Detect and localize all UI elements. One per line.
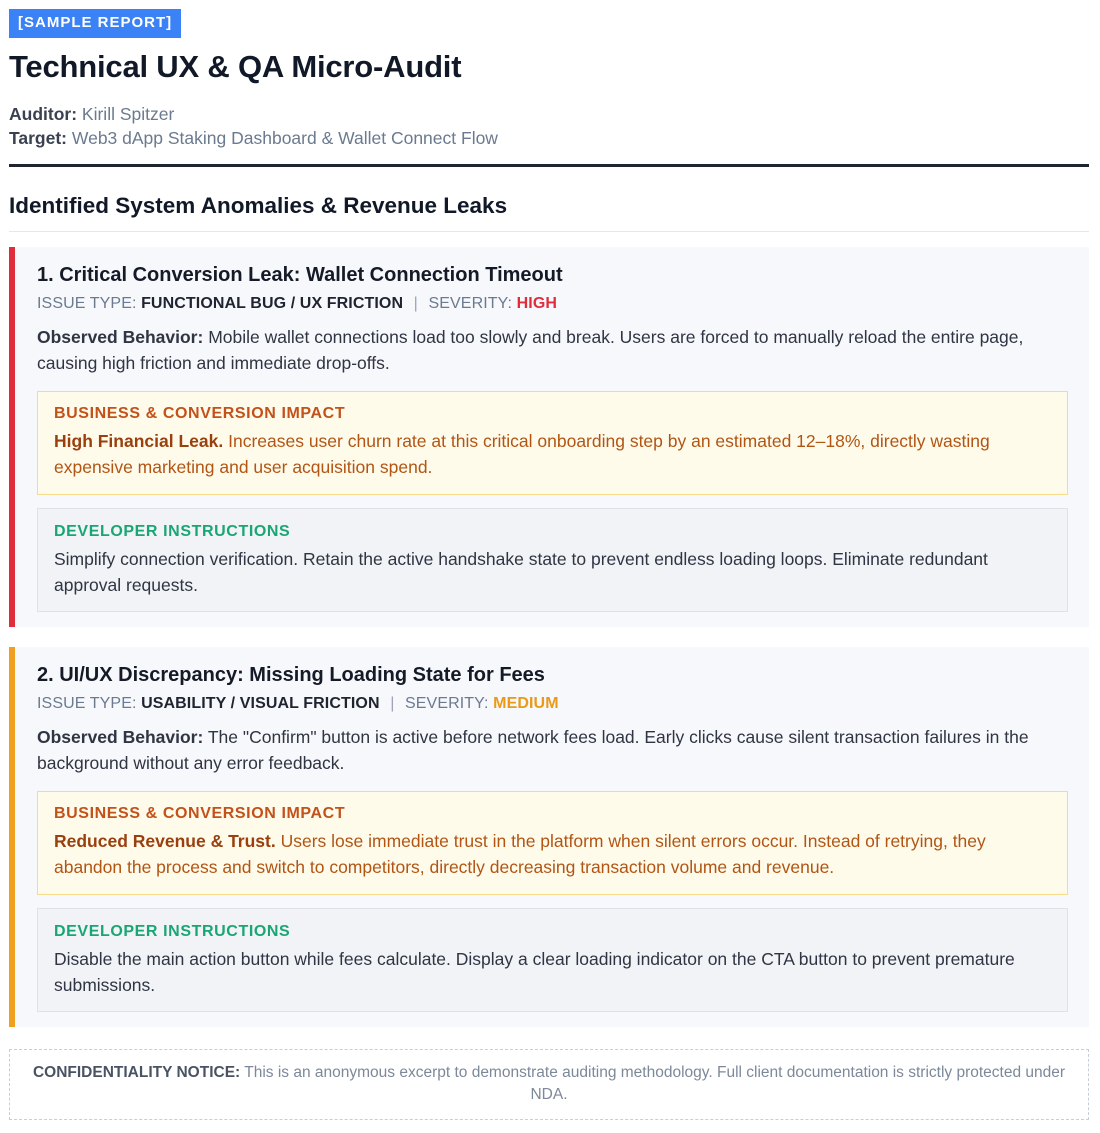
severity-accent-bar [9,647,15,1027]
impact-text: Users lose immediate trust in the platform when silent errors occur. Instead of retrying, they abandon the process and switch to competitors, directly decreasing transaction volume and revenue. [54,831,986,877]
observed-text: The "Confirm" button is active before network fees load. Early clicks cause silent transaction failures in the background without any error feedback. [37,727,1029,773]
issue-type-value: FUNCTIONAL BUG / UX FRICTION [141,295,404,312]
auditor-value: Kirill Spitzer [81,104,175,124]
observed-label: Observed Behavior: [37,327,204,347]
notice-text: This is an anonymous excerpt to demonstrate auditing methodology. Full client documentation is strictly protected under NDA. [244,1064,1066,1103]
business-impact-box [37,391,1068,495]
issue-title: 2. UI/UX Discrepancy: Missing Loading State for Fees [37,664,545,686]
impact-body [54,828,1051,880]
business-impact-box [37,791,1068,895]
impact-body [54,428,1051,480]
dev-heading: DEVELOPER INSTRUCTIONS [54,923,291,940]
observed-behavior [37,724,1068,776]
report-meta [9,102,1089,150]
issue-card-1 [9,247,1089,627]
issue-type-label: ISSUE TYPE: [37,695,137,712]
impact-text: Increases user churn rate at this critical onboarding step by an estimated 12–18%, directly wasting expensive marketing and user acquisition spend. [54,431,990,477]
issue-title: 1. Critical Conversion Leak: Wallet Connection Timeout [37,264,563,286]
sample-report-badge: [SAMPLE REPORT] [9,9,181,38]
dev-heading: DEVELOPER INSTRUCTIONS [54,523,291,540]
impact-lead: High Financial Leak. [54,431,224,451]
dev-text: Disable the main action button while fees calculate. Display a clear loading indicator on the CTA button to prevent premature submissions. [54,949,1015,995]
separator: | [390,695,395,712]
header-divider [9,164,1089,167]
developer-instructions-box [37,908,1068,1012]
issue-type-label: ISSUE TYPE: [37,295,137,312]
severity-label: SEVERITY: [428,295,513,312]
impact-heading: BUSINESS & CONVERSION IMPACT [54,805,346,822]
target-value: Web3 dApp Staking Dashboard & Wallet Connect Flow [71,128,498,148]
observed-text: Mobile wallet connections load too slowly and break. Users are forced to manually reload the entire page, causing high friction and immediate drop-offs. [37,327,1024,373]
issue-card-2 [9,647,1089,1027]
impact-heading: BUSINESS & CONVERSION IMPACT [54,405,346,422]
auditor-line [9,102,1089,126]
severity-value: HIGH [516,295,558,312]
report-title: Technical UX & QA Micro-Audit [9,49,462,84]
developer-instructions-box [37,508,1068,612]
issue-classification [37,693,1068,715]
confidentiality-notice [9,1049,1089,1120]
dev-text: Simplify connection verification. Retain the active handshake state to prevent endless loading loops. Eliminate redundant approval requests. [54,549,988,595]
section-title: Identified System Anomalies & Revenue Leaks [9,193,508,218]
severity-label: SEVERITY: [405,695,489,712]
impact-lead: Reduced Revenue & Trust. [54,831,276,851]
severity-value: MEDIUM [493,695,559,712]
notice-label: CONFIDENTIALITY NOTICE: [32,1064,241,1081]
observed-label: Observed Behavior: [37,727,204,747]
section-divider [9,231,1089,232]
observed-behavior [37,324,1068,376]
audit-report [9,9,1089,1120]
severity-accent-bar [9,247,15,627]
auditor-label: Auditor: [9,104,78,124]
target-label: Target: [9,128,68,148]
issue-type-value: USABILITY / VISUAL FRICTION [141,695,380,712]
issue-classification [37,293,1068,315]
target-line [9,126,1089,150]
separator: | [413,295,418,312]
